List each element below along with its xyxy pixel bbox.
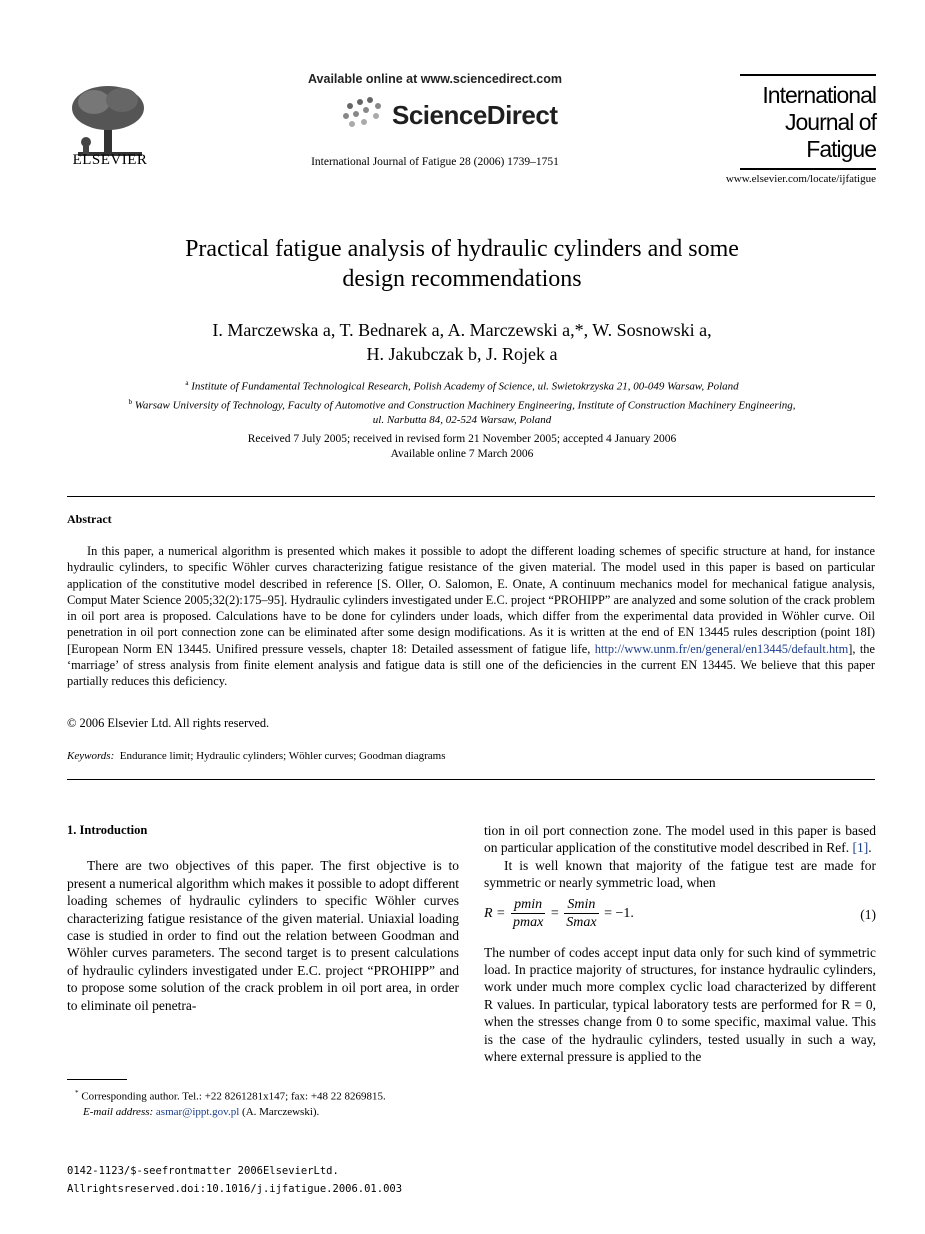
left-column xyxy=(67,822,459,1014)
available-online-text: Available online at www.sciencedirect.com xyxy=(307,72,563,86)
eq-smin: Smin xyxy=(564,896,598,914)
affiliation-b: Warsaw University of Technology, Faculty of Automotive and Construction Machinery Engineering, Institute of Construction Machinery Engineering, xyxy=(134,399,796,412)
equation-1 xyxy=(484,896,876,938)
email-label: E-mail address: xyxy=(83,1105,154,1118)
keywords-list: Endurance limit; Hydraulic cylinders; Wöhler curves; Goodman diagrams xyxy=(119,750,446,762)
title-line: design recommendations xyxy=(342,266,582,292)
authors-line: H. Jakubczak b, J. Rojek a xyxy=(366,344,558,364)
copyright: © 2006 Elsevier Ltd. All rights reserved. xyxy=(67,716,270,730)
publisher-name: ELSEVIER xyxy=(72,152,148,168)
affiliations: $^a$ Institute of Fundamental Technological Research, Polish Academy of Science, ul. Swietokrzyska 21, 00-049 Warsaw, Poland $^b$ Warsaw University of Technology, Faculty of Automotive and Construction Machinery Engineering, Institute of Construction Machinery Engineering, ul. Narbutta 84, 02-524 Warsaw, Poland xyxy=(62,376,862,428)
eq-rhs: = −1. xyxy=(604,905,634,921)
doi-line: Allrightsreserved.doi:10.1016/j.ijfatigue.2006.01.003 xyxy=(67,1183,403,1195)
footnote-divider xyxy=(67,1079,127,1080)
paragraph: It is well known that majority of the fatigue test are made for symmetric or nearly symmetric load, when xyxy=(484,857,876,891)
footnote: * Corresponding author. Tel.: +22 8261281x147; fax: +48 22 8269815. E-mail address: asmar@ippt.gov.pl (A. Marczewski). xyxy=(75,1089,386,1118)
paragraph-text: tion in oil port connection zone. The model used in this paper is based on particular application of the constitutive model described in Ref. xyxy=(484,823,876,856)
corresponding-author: Corresponding author. Tel.: +22 8261281x147; fax: +48 22 8269815. xyxy=(81,1090,386,1103)
divider xyxy=(67,779,875,780)
eq-fraction-p xyxy=(511,896,545,932)
abstract-body xyxy=(67,543,875,690)
paragraph-text: . xyxy=(868,840,872,856)
eq-lhs: R = xyxy=(484,905,506,921)
title-line: Practical fatigue analysis of hydraulic cylinders and some xyxy=(185,236,739,262)
email-owner: (A. Marczewski). xyxy=(242,1105,320,1118)
issn-block xyxy=(67,1162,402,1198)
sciencedirect-wordmark: ScienceDirect xyxy=(392,100,558,130)
abstract-link[interactable]: http://www.unm.fr/en/general/en13445/default.htm xyxy=(594,641,849,656)
email-link[interactable]: asmar@ippt.gov.pl xyxy=(155,1105,240,1118)
journal-citation: International Journal of Fatigue 28 (2006) 1739–1751 xyxy=(311,156,559,168)
abstract-heading: Abstract xyxy=(67,512,112,526)
author-list xyxy=(62,318,862,366)
eq-smax: Smax xyxy=(566,915,597,931)
equation-number: (1) xyxy=(860,906,876,922)
section-heading: 1. Introduction xyxy=(67,823,148,837)
equation-body: R = $\frac{pmin}{pmax}$ = $\frac{Smin}{Smax}$ = −1. xyxy=(484,896,634,931)
right-column xyxy=(484,822,876,1065)
keywords-label: Keywords: xyxy=(67,750,115,762)
paragraph: The number of codes accept input data only for such kind of symmetric load. In practice majority of structures, for instance hydraulic cylinders, work under much more complex cyclic load characterized by different R values. In particular, typical laboratory tests are performed for R = 0, when the stresses change from 0 to some specific, maximal value. This is the case of the hydraulic cylinders, tested usually in such a way, where external pressure is applied to the xyxy=(484,944,876,1065)
abstract-text-end: ], the ‘marriage’ of stress analysis from finite element analysis and fatigue data is still one of the deficiencies in the current EN 13445. We believe that this paper partially reduces this deficiency. xyxy=(67,641,875,689)
issn-line: 0142-1123/$-seefrontmatter 2006ElsevierLtd. xyxy=(67,1165,339,1177)
received-dates: Received 7 July 2005; received in revised form 21 November 2005; accepted 4 January 2006 xyxy=(247,433,677,445)
eq-fraction-s xyxy=(564,896,598,932)
article-title xyxy=(62,234,862,294)
journal-title-line: Fatigue xyxy=(806,136,876,162)
affiliation-b-cont: ul. Narbutta 84, 02-524 Warsaw, Poland xyxy=(372,414,552,427)
abstract-text: In this paper, a numerical algorithm is presented which makes it possible to adopt the different loading schemes of specific structure at hand, for instance hydraulic cylinders, to specific Wöhler curves characterizing fatigue resistance of the given material. The model used in this paper is based on particular application of the constitutive model described in reference [S. Oller, O. Salomon, E. Onate, A continuum mechanics model for mechanical fatigue analysis, Comput Mater Science 2005;32(2):175–95]. Hydraulic cylinders investigated under E.C. project “PROHIPP” are analyzed and some solution of the crack problem in oil port area is proposed. Calculations have to be done for cylinders under loads, which differ from the experimental data provided in Wöhler curve. Oil penetration in oil port connection zone can be eliminated after some design modifications. As it is written at the end of EN 13445 rules description (point 18I) [European Norm EN 13445. Unifired pressure vessels, chapter 18: Detailed assessment of fatigue life, xyxy=(67,544,875,656)
reference-link[interactable]: [1] xyxy=(852,840,869,856)
eq-pmin: pmin xyxy=(511,896,545,914)
authors-line: I. Marczewska a, T. Bednarek a, A. Marczewski a,*, W. Sosnowski a, xyxy=(212,320,712,340)
affiliation-a: Institute of Fundamental Technological Research, Polish Academy of Science, ul. Swietokrzyska 21, 00-049 Warsaw, Poland xyxy=(191,380,739,393)
available-date: Available online 7 March 2006 xyxy=(390,448,534,460)
journal-title-box xyxy=(740,74,876,170)
article-dates xyxy=(62,432,862,462)
journal-url[interactable]: www.elsevier.com/locate/ijfatigue xyxy=(725,173,876,185)
paragraph xyxy=(484,822,876,857)
divider xyxy=(67,496,875,497)
journal-title-line: Journal of xyxy=(784,109,876,135)
keywords xyxy=(67,750,446,762)
journal-title-line: International xyxy=(762,82,876,108)
eq-pmax: pmax xyxy=(513,915,544,931)
intro-paragraph: There are two objectives of this paper. The first objective is to present a numerical algorithm which makes it possible to adopt different loading schemes of hydraulic cylinders to specific Wöhler curves characterizing fatigue resistance of the given material. Uniaxial loading case is studied in order to find out the relation between Goodman and Wöhler curves parameters. The second target is to present calculations of hydraulic cylinders investigated under E.C. project “PROHIPP” and to propose some solution of the crack problem in oil port area, in order to eliminate oil penetra- xyxy=(67,858,459,1013)
